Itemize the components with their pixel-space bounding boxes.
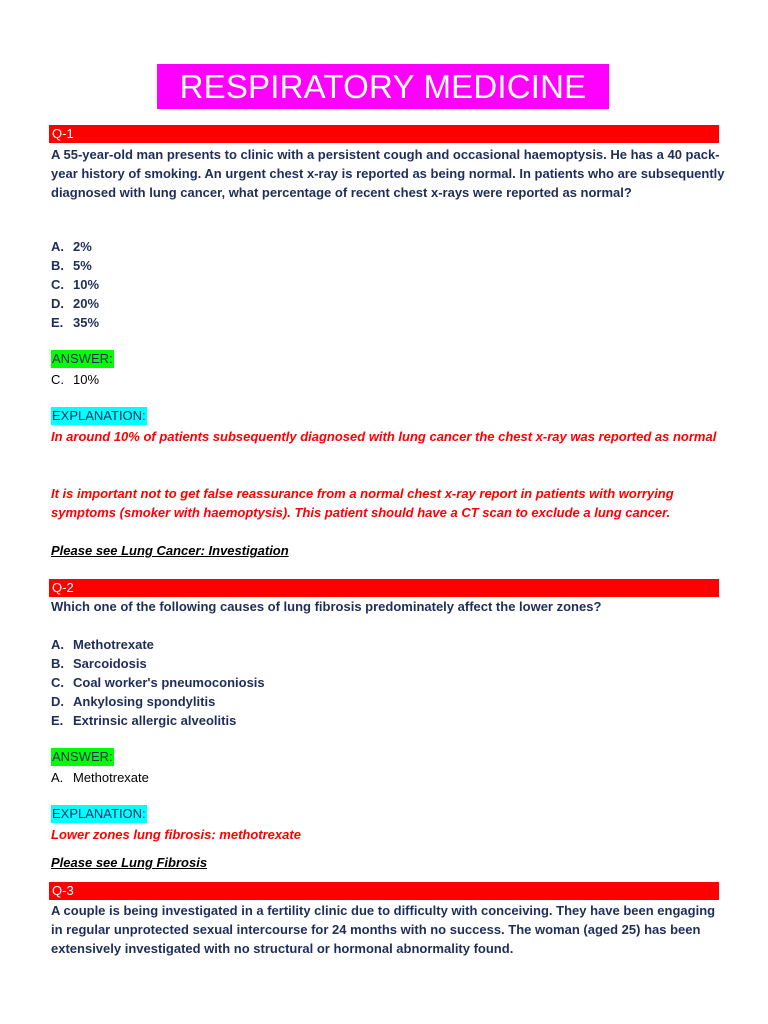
question-2-header: Q-2 — [49, 579, 719, 597]
question-1-explanation-label: EXPLANATION: — [52, 408, 146, 423]
option-letter: D. — [51, 694, 64, 709]
option-letter: A. — [51, 637, 64, 652]
option-text: 10% — [73, 277, 100, 292]
option-text: Methotrexate — [73, 637, 154, 652]
question-1-answer — [51, 370, 99, 389]
question-1-option-e — [51, 313, 99, 332]
question-2-see-also: Please see Lung Fibrosis — [51, 855, 208, 870]
option-letter: C. — [51, 277, 64, 292]
question-2-text: Which one of the following causes of lung fibrosis predominately affect the lower zones? — [51, 599, 602, 614]
question-1-header: Q-1 — [49, 125, 719, 143]
question-1-explanation-1: In around 10% of patients subsequently diagnosed with lung cancer the chest x-ray was reported as normal — [51, 429, 717, 444]
option-text: 20% — [73, 296, 100, 311]
question-3-text: A couple is being investigated in a fertility clinic due to difficulty with conceiving. They have been engaging in regular unprotected sexual intercourse for 24 months with no success. The woman (aged 25) has been extensively investigated with no structural or hormonal abnormality found. — [51, 903, 716, 956]
option-text: 5% — [73, 258, 92, 273]
option-text: 2% — [73, 239, 92, 254]
question-2-option-c — [51, 673, 265, 692]
option-text: Extrinsic allergic alveolitis — [73, 713, 237, 728]
question-2-answer-label: ANSWER: — [52, 749, 113, 764]
answer-letter: C. — [51, 372, 64, 387]
option-letter: E. — [51, 713, 64, 728]
question-2-answer — [51, 768, 149, 787]
answer-text: 10% — [73, 372, 100, 387]
question-2-explanation-1: Lower zones lung fibrosis: methotrexate — [51, 827, 301, 842]
option-letter: E. — [51, 315, 64, 330]
answer-letter: A. — [51, 770, 64, 785]
question-2-option-a — [51, 635, 154, 654]
option-letter: B. — [51, 656, 64, 671]
question-1-explanation-2: It is important not to get false reassurance from a normal chest x-ray report in patients with worrying symptoms (smoker with haemoptysis). This patient should have a CT scan to exclude a lung cancer. — [51, 486, 674, 520]
option-letter: C. — [51, 675, 64, 690]
option-letter: D. — [51, 296, 64, 311]
answer-text: Methotrexate — [73, 770, 149, 785]
question-1-see-also: Please see Lung Cancer: Investigation — [51, 543, 289, 558]
question-1-answer-label: ANSWER: — [52, 351, 113, 366]
option-text: Coal worker's pneumoconiosis — [73, 675, 265, 690]
question-1-text: A 55-year-old man presents to clinic with a persistent cough and occasional haemoptysis. He has a 40 pack-year history of smoking. An urgent chest x-ray is reported as being normal. In patients who are subsequently diagnosed with lung cancer, what percentage of recent chest x-rays were reported as normal? — [51, 147, 725, 200]
question-3-header: Q-3 — [49, 882, 719, 900]
question-2-explanation-label: EXPLANATION: — [52, 806, 146, 821]
option-text: 35% — [73, 315, 100, 330]
question-1-option-a — [51, 237, 92, 256]
option-letter: A. — [51, 239, 64, 254]
question-2-option-d — [51, 692, 215, 711]
option-text: Ankylosing spondylitis — [73, 694, 216, 709]
page-title: RESPIRATORY MEDICINE — [157, 64, 609, 109]
question-2-option-e — [51, 711, 236, 730]
question-1-option-c — [51, 275, 99, 294]
option-text: Sarcoidosis — [73, 656, 147, 671]
question-1-option-b — [51, 256, 92, 275]
option-letter: B. — [51, 258, 64, 273]
question-2-option-b — [51, 654, 147, 673]
question-1-option-d — [51, 294, 99, 313]
